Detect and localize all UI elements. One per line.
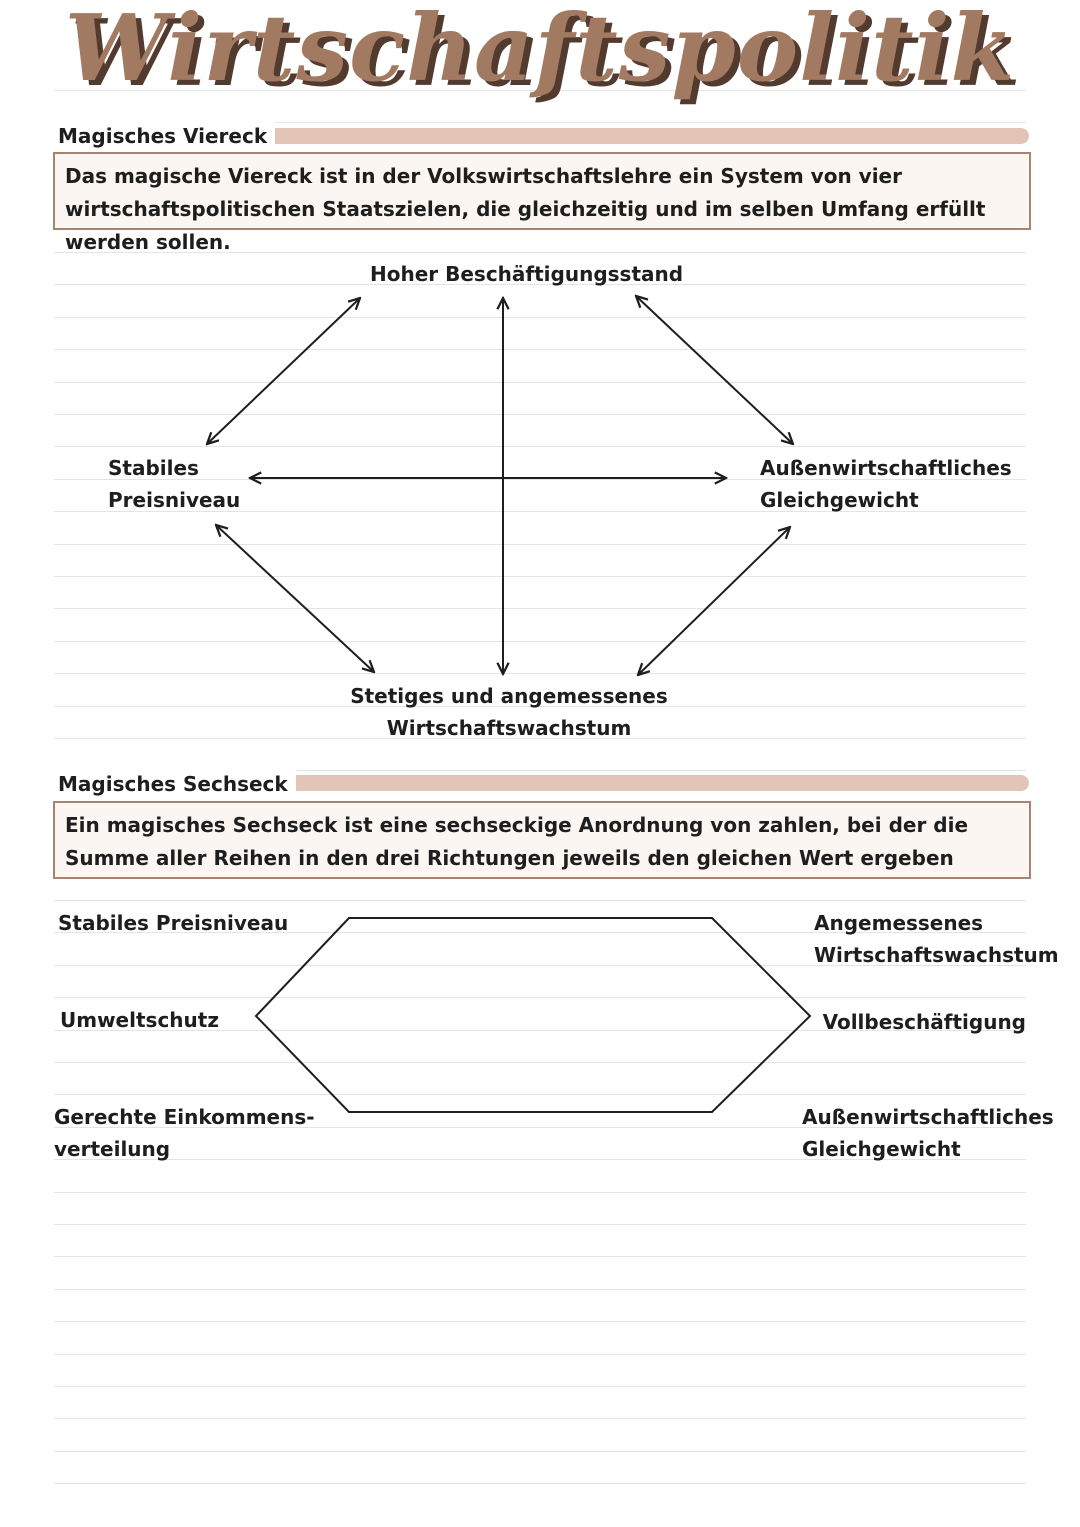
hex-right-top-line2: Wirtschaftswachstum [814, 943, 1059, 967]
goal-top: Hoher Beschäftigungsstand [370, 262, 684, 286]
hex-right-middle: Vollbeschäftigung [822, 1010, 1026, 1034]
goal-bottom-line1: Stetiges und angemessenes [350, 684, 668, 708]
goal-left-line1: Stabiles [108, 456, 199, 480]
hex-left-top: Stabiles Preisniveau [58, 911, 289, 935]
hex-right-bottom-line1: Außenwirtschaftliches [802, 1105, 1054, 1129]
goal-left-line2: Preisniveau [108, 488, 241, 512]
goal-bottom-line2: Wirtschaftswachstum [386, 716, 632, 740]
goal-right-line2: Gleichgewicht [760, 488, 919, 512]
goal-right-line1: Außenwirtschaftliches [760, 456, 1012, 480]
hex-right-top-line1: Angemessenes [814, 911, 984, 935]
hex-left-bottom-line2: verteilung [54, 1137, 171, 1161]
viereck-definition: Das magische Viereck ist in der Volkswirtschaftslehre ein System von vier wirtschaftspolitischen Staatszielen, die gleichzeitig und im selben Umfang erfüllt werden sollen. [53, 152, 1031, 230]
sechseck-heading: Magisches Sechseck [50, 770, 296, 798]
hex-right-bottom-line2: Gleichgewicht [802, 1137, 961, 1161]
page-title: Wirtschaftspolitik [64, 0, 1016, 102]
hexagon-shape [256, 918, 810, 1112]
viereck-heading: Magisches Viereck [50, 122, 275, 150]
hex-left-middle: Umweltschutz [60, 1008, 219, 1032]
hex-left-bottom-line1: Gerechte Einkommens- [54, 1105, 315, 1129]
sechseck-definition: Ein magisches Sechseck ist eine sechseckige Anordnung von zahlen, bei der die Summe aller Reihen in den drei Richtungen jeweils den gleichen Wert ergeben [53, 801, 1031, 879]
